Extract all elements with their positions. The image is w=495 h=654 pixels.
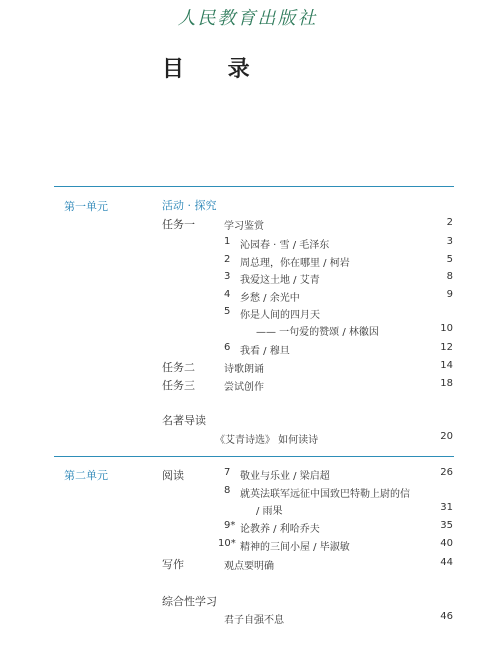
- item-number: 1: [224, 236, 231, 247]
- integrated-learning-title[interactable]: 君子自强不息: [224, 615, 284, 626]
- toc-entry-author[interactable]: / 雨果: [256, 506, 283, 517]
- toc-entry[interactable]: 论教养 / 利哈乔夫: [240, 524, 320, 535]
- toc-page: 3: [446, 236, 453, 247]
- task3-page: 18: [440, 378, 453, 389]
- toc-entry[interactable]: 我爱这土地 / 艾青: [240, 275, 320, 286]
- task3-title[interactable]: 尝试创作: [224, 382, 264, 393]
- task1-title[interactable]: 学习鉴赏: [224, 221, 264, 232]
- item-number: 4: [224, 289, 231, 300]
- item-number: 9*: [224, 520, 236, 531]
- item-number: 5: [224, 306, 231, 317]
- toc-entry[interactable]: 就英法联军远征中国致巴特勒上尉的信: [240, 489, 410, 500]
- toc-entry[interactable]: 你是人间的四月天: [240, 310, 320, 321]
- writing-title[interactable]: 观点要明确: [224, 561, 274, 572]
- toc-entry[interactable]: 我看 / 穆旦: [240, 346, 290, 357]
- unit2-label: 第二单元: [64, 469, 108, 482]
- classic-reading-title[interactable]: 《艾青诗选》 如何读诗: [215, 435, 319, 446]
- toc-entry[interactable]: 周总理，你在哪里 / 柯岩: [240, 258, 350, 269]
- page-title: 目 录: [162, 57, 268, 82]
- toc-page: 26: [440, 467, 453, 478]
- toc-page: 5: [446, 254, 453, 265]
- toc-page: 31: [440, 502, 453, 513]
- toc-page: 9: [446, 289, 453, 300]
- reading-label: 阅读: [162, 469, 184, 482]
- writing-label: 写作: [162, 558, 184, 571]
- task2-label: 任务二: [162, 361, 195, 374]
- toc-entry[interactable]: 乡愁 / 余光中: [240, 293, 300, 304]
- toc-entry[interactable]: 精神的三间小屋 / 毕淑敏: [240, 542, 350, 553]
- publisher-logo: 人民教育出版社: [177, 8, 318, 29]
- classic-reading-label: 名著导读: [162, 414, 206, 427]
- task2-title[interactable]: 诗歌朗诵: [224, 364, 264, 375]
- toc-entry[interactable]: 沁园春 · 雪 / 毛泽东: [240, 240, 330, 251]
- task3-label: 任务三: [162, 379, 195, 392]
- toc-page: 8: [446, 271, 453, 282]
- unit1-label: 第一单元: [64, 200, 108, 213]
- toc-page: 35: [440, 520, 453, 531]
- item-number: 3: [224, 271, 231, 282]
- task1-label: 任务一: [162, 218, 195, 231]
- toc-page: 12: [440, 342, 453, 353]
- toc-entry-subtitle[interactable]: —— 一句爱的赞颂 / 林徽因: [256, 327, 379, 338]
- integrated-learning-label: 综合性学习: [162, 595, 217, 608]
- classic-reading-page: 20: [440, 431, 453, 442]
- item-number: 6: [224, 342, 231, 353]
- task2-page: 14: [440, 360, 453, 371]
- unit1-section-title: 活动 · 探究: [162, 199, 217, 212]
- item-number: 7: [224, 467, 231, 478]
- task1-page: 2: [446, 217, 453, 228]
- integrated-learning-page: 46: [440, 611, 453, 622]
- toc-page: 10: [440, 323, 453, 334]
- unit2-top-rule: [54, 456, 454, 457]
- item-number: 8: [224, 485, 231, 496]
- writing-page: 44: [440, 557, 453, 568]
- item-number: 2: [224, 254, 231, 265]
- toc-entry[interactable]: 敬业与乐业 / 梁启超: [240, 471, 330, 482]
- toc-page: 40: [440, 538, 453, 549]
- unit1-top-rule: [54, 186, 454, 187]
- item-number: 10*: [218, 538, 236, 549]
